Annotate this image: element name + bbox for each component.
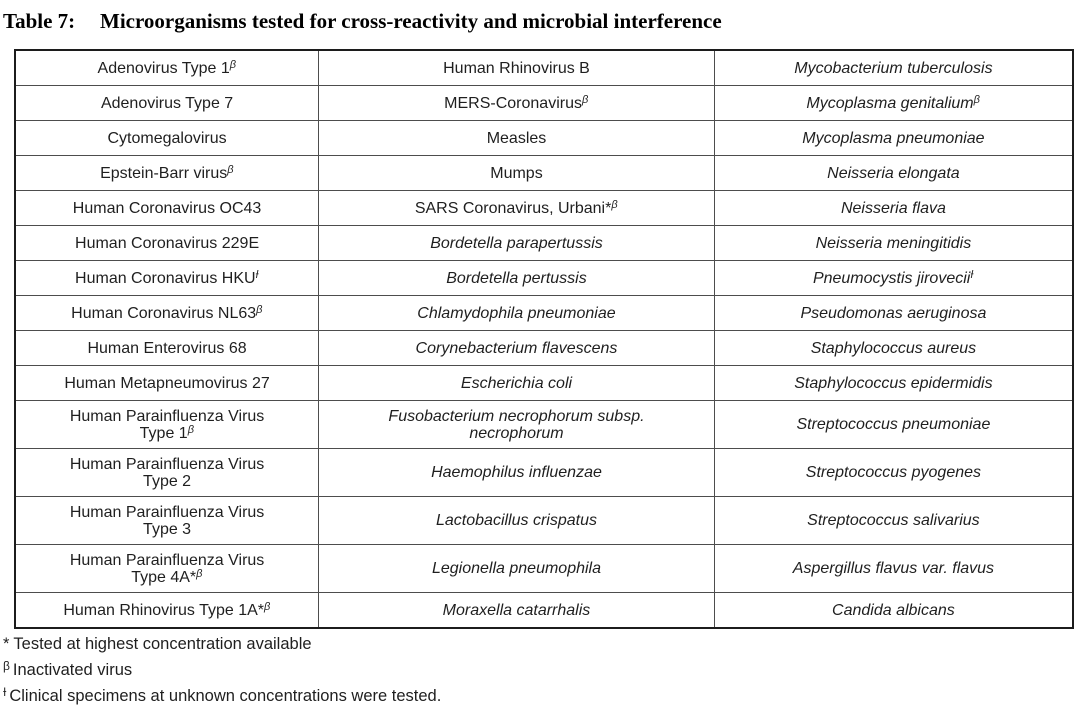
microorganism-name: Mumps [490,164,543,182]
microorganism-name: Human Rhinovirus Type 1A*$^\beta$ [63,600,271,619]
microorganism-name: Streptococcus pyogenes [805,464,982,481]
microorganism-name: Mycobacterium tuberculosis [794,59,993,77]
table-cell [15,50,319,86]
table-cell [714,191,1073,226]
footnote-asterisk-text: Tested at highest concentration available [13,635,312,653]
footnote-marker-superscript: β [973,93,981,106]
table-row [15,545,1073,593]
table-row [15,261,1073,296]
microorganism-name: SARS Coronavirus, Urbani*$^\beta$ [414,198,619,217]
footnote-dagger-text: Clinical specimens at unknown concentrations were tested. [9,687,442,705]
microorganism-name: Moraxella catarrhalis [442,601,591,619]
microorganism-name: Adenovirus Type $1^\beta$ [97,58,237,77]
table-cell [319,296,715,331]
footnote-beta [3,655,1080,681]
table-cell [714,449,1073,497]
table-cell [319,261,715,296]
footnote-marker-superscript: β [196,567,203,580]
microorganism-name: Human Rhinovirus B [443,59,590,77]
table-cell [714,497,1073,545]
table-cell [15,261,319,296]
microorganism-name: Pneumocystis jirovecii$^Ɨ$ [812,268,974,287]
table-cell [714,86,1073,121]
microorganism-name: Aspergillus flavus var. flavus [792,560,995,577]
microorganism-name: Legionella pneumophila [431,560,601,577]
footnote-marker-superscript: β [187,423,195,436]
microorganism-name: Streptococcus pneumoniae [796,416,991,433]
table-row [15,497,1073,545]
footnote-beta-text: Inactivated virus [12,661,133,679]
table-cell [15,449,319,497]
microorganism-name: Fusobacterium necrophorum subsp. necrophorum [388,407,645,442]
table-cell [15,121,319,156]
footnote-dagger-symbol: Ɨ [3,685,7,699]
microorganism-name: Staphylococcus aureus [810,339,977,357]
table-cell [319,86,715,121]
footnotes [3,633,1080,707]
footnote-marker-superscript: Ɨ [970,268,974,281]
microorganism-name: Human Parainfluenza Virus Type 4A*$^\beta$ [69,551,265,586]
table-title-text: Microorganisms tested for cross-reactivity and microbial interference [100,9,722,33]
table-cell [15,296,319,331]
microorganism-name: Lactobacillus crispatus [436,512,597,529]
table-cell [714,261,1073,296]
table-cell [15,331,319,366]
microorganism-name: Neisseria elongata [827,164,960,182]
table-cell [714,226,1073,261]
table-title [0,0,1080,34]
table-cell [714,121,1073,156]
table-row [15,331,1073,366]
microorganism-name: Human Coronavirus OC43 [72,199,262,217]
table-row [15,156,1073,191]
table-cell [319,497,715,545]
table-row [15,449,1073,497]
footnote-dagger [3,681,1080,707]
table-cell [319,50,715,86]
microorganism-name: Human Coronavirus $HKU^Ɨ$ [75,268,260,287]
table-row [15,86,1073,121]
table-cell [714,156,1073,191]
table-cell [15,593,319,629]
microorganism-name: Mycoplasma pneumoniae [802,129,985,147]
table-cell [319,366,715,401]
microorganism-name: MERS-Coronavirus$^\beta$ [444,93,589,112]
microorganism-name: Corynebacterium flavescens [415,339,618,357]
microorganism-name: Human Parainfluenza Virus Type $1^\beta$ [69,407,265,442]
table-cell [15,401,319,449]
table-row [15,593,1073,629]
table-row [15,50,1073,86]
table-row [15,366,1073,401]
table-cell [15,366,319,401]
footnote-marker-superscript: β [264,600,271,613]
table-cell [319,593,715,629]
footnote-marker-superscript: β [229,58,237,71]
microorganism-name: Escherichia coli [460,374,573,392]
table-row [15,121,1073,156]
microorganism-name: Human Metapneumovirus 27 [64,374,270,392]
table-cell [15,545,319,593]
footnote-asterisk [3,633,1080,655]
table-row [15,401,1073,449]
footnote-marker-superscript: Ɨ [255,268,260,281]
microorganism-table-body [15,50,1073,628]
table-cell [714,366,1073,401]
microorganism-name: Haemophilus influenzae [431,464,602,481]
table-cell [15,156,319,191]
table-cell [714,331,1073,366]
table-cell [714,50,1073,86]
table-cell [15,497,319,545]
table-row [15,191,1073,226]
table-cell [714,545,1073,593]
microorganism-name: Human Parainfluenza Virus Type 2 [69,455,265,490]
microorganism-table [14,49,1074,629]
microorganism-name: Human Coronavirus $NL63^\beta$ [71,303,263,322]
table-cell [714,296,1073,331]
microorganism-name: Candida albicans [832,601,955,619]
microorganism-name: Neisseria flava [840,199,946,217]
microorganism-name: Neisseria meningitidis [815,234,972,252]
table-cell [15,191,319,226]
table-cell [319,401,715,449]
table-cell [319,545,715,593]
table-cell [15,86,319,121]
table-row [15,226,1073,261]
microorganism-name: Chlamydophila pneumoniae [417,304,616,322]
footnote-marker-superscript: β [256,303,263,316]
table-row [15,296,1073,331]
table-cell [319,331,715,366]
microorganism-name: Human Coronavirus 229E [75,234,260,252]
microorganism-name: Streptococcus salivarius [807,512,980,529]
table-cell [319,121,715,156]
table-cell [319,226,715,261]
footnote-marker-superscript: β [581,93,589,106]
microorganism-name: Mycoplasma genitalium$^\beta$ [806,93,981,112]
microorganism-name: Epstein-Barr virus$^\beta$ [100,163,235,182]
microorganism-name: Pseudomonas aeruginosa [800,304,987,322]
microorganism-name: Human Parainfluenza Virus Type 3 [69,503,265,538]
table-cell [319,449,715,497]
table-cell [319,191,715,226]
table-cell [319,156,715,191]
footnote-marker-superscript: β [227,163,235,176]
footnote-beta-symbol: β [3,659,10,673]
microorganism-name: Bordetella parapertussis [430,234,603,252]
footnote-asterisk-symbol: * [3,635,10,653]
microorganism-name: Staphylococcus epidermidis [794,374,993,392]
microorganism-name: Cytomegalovirus [107,129,227,147]
table-cell [714,401,1073,449]
table-cell [714,593,1073,629]
table-title-label: Table 7: [3,9,76,33]
table-cell [15,226,319,261]
microorganism-name: Human Enterovirus 68 [87,339,247,357]
microorganism-name: Adenovirus Type 7 [100,94,234,112]
microorganism-name: Measles [486,129,547,147]
footnote-marker-superscript: β [611,198,619,211]
microorganism-name: Bordetella pertussis [446,269,587,287]
